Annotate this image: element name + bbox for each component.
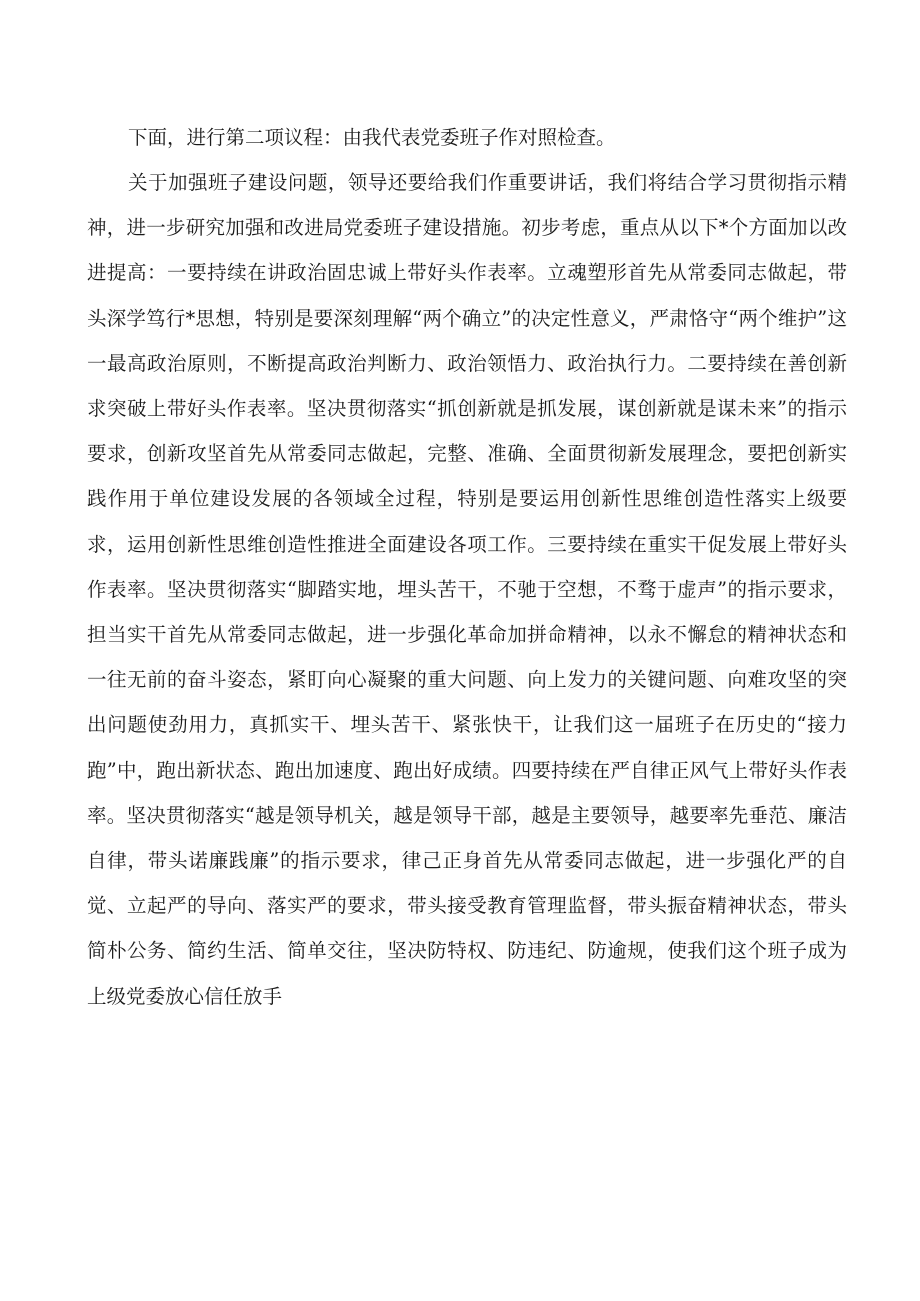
paragraph-agenda: 下面，进行第二项议程：由我代表党委班子作对照检查。 <box>128 126 616 149</box>
paragraph-body: 关于加强班子建设问题，领导还要给我们作重要讲话，我们将结合学习贯彻指示精神，进一步研究加强和改进局党委班子建设措施。初步考虑，重点从以下*个方面加以改进提高：一要持续在讲政治固忠诚上带好头作表率。立魂塑形首先从常委同志做起，带头深学笃行*思想，特别是要深刻理解“两个确立”的决定性意义，严肃恪守“两个维护”这一最高政治原则，不断提高政治判断力、政治领悟力、政治执行力。二要持续在善创新求突破上带好头作表率。坚决贯彻落实“抓创新就是抓发展，谋创新就是谋未来”的指示要求，创新攻坚首先从常委同志做起，完整、准确、全面贯彻新发展理念，要把创新实践作用于单位建设发展的各领域全过程，特别是要运用创新性思维创造性落实上级要求，运用创新性思维创造性推进全面建设各项工作。三要持续在重实干促发展上带好头作表率。坚决贯彻落实“脚踏实地，埋头苦干，不驰于空想，不骛于虚声”的指示要求，担当实干首先从常委同志做起，进一步强化革命加拼命精神，以永不懈怠的精神状态和一往无前的奋斗姿态，紧盯向心凝聚的重大问题、向上发力的关键问题、向难攻坚的突出问题使劲用力，真抓实干、埋头苦干、紧张快干，让我们这一届班子在历史的“接力跑”中，跑出新状态、跑出加速度、跑出好成绩。四要持续在严自律正风气上带好头作表率。坚决贯彻落实“越是领导机关，越是领导干部，越是主要领导，越要率先垂范、廉洁自律，带头诺廉践廉”的指示要求，律己正身首先从常委同志做起，进一步强化严的自觉、立起严的导向、落实严的要求，带头接受教育管理监督，带头振奋精神状态，带头简朴公务、简约生活、简单交往，坚决防特权、防违纪、防逾规，使我们这个班子成为上级党委放心信任放手 <box>87 171 847 1008</box>
